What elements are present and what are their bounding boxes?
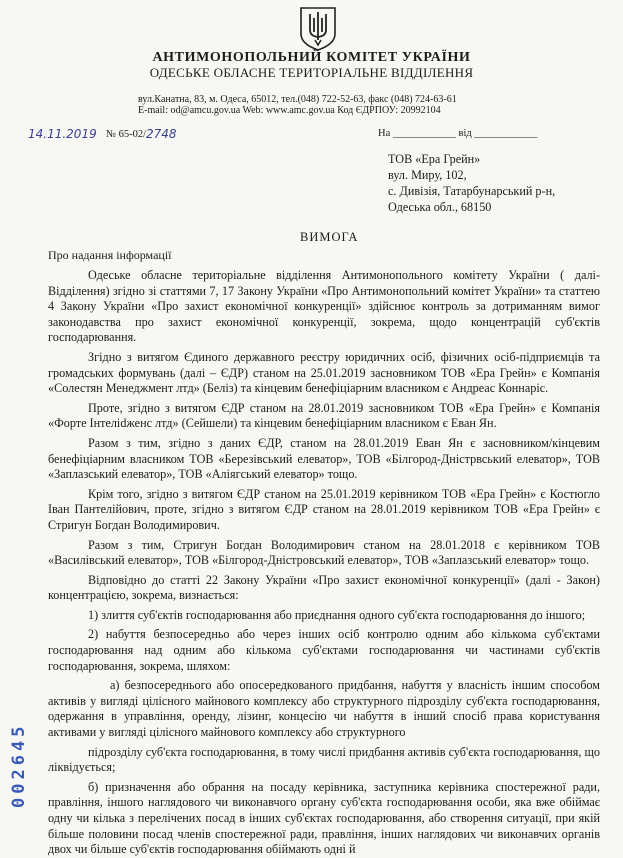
- paragraph: Відповідно до статті 22 Закону України «Про захист економічної конкуренції» (далі - Закон) концентрацією, зокрема, визнається:: [48, 572, 600, 603]
- paragraph: Одеське обласне територіальне відділення Антимонопольного комітету України ( далі- Відділення) згідно зі статтями 7, 17 Закону України «Про Антимонопольний комітет України» та статтею 4 Закону України «Про захист економічної конкуренції» здійснює контроль за дотриманням вимог законодавства про захист економічної конкуренції, зокрема, щодо концентрацій суб'єктів господарювання.: [48, 268, 600, 345]
- trident-icon: [298, 4, 338, 52]
- reference-number-prefix: № 65-02/: [106, 129, 147, 140]
- paragraph: Проте, згідно з витягом ЄДР станом на 28.01.2019 засновником ТОВ «Ера Грейн» є Компанія «Форте Інтеліdженс лтд» (Сейшели) та кінцевим бенефіціарним власником є Еван Ян.: [48, 400, 600, 431]
- paragraph: підрозділу суб'єкта господарювання, в тому числі придбання активів суб'єкта господарювання, що ліквідується;: [48, 744, 600, 775]
- paragraph: Разом з тим, згідно з даних ЄДР, станом на 28.01.2019 Еван Ян є засновником/кінцевим бенефіціарним власником ТОВ «Березівський елеватор», ТОВ «Білгород-Дністрвський елеватор», ТОВ «Заплазський елеватор», ТОВ «Аліягський елеватор» тощо.: [48, 435, 600, 482]
- branch-name: ОДЕСЬКЕ ОБЛАСНЕ ТЕРИТОРІАЛЬНЕ ВІДДІЛЕННЯ: [149, 65, 474, 80]
- handwritten-date: 14.11.2019: [28, 127, 97, 141]
- incoming-stamp: [2, 700, 32, 810]
- document-body: [48, 268, 600, 858]
- sub-list-item: б) призначення або обрання на посаду керівника, заступника керівника спостережної ради, правління, іншого наглядового чи виконавчого органу суб'єкта господарювання особи, яка вже обіймає одну чи кілька з перелічених посад в інших суб'єктах господарювання, або створення ситуації, при якій більше половини посад членів спостережної ради, правління, інших наглядових чи виконавчих органів двох чи більше суб'єктів господарювання обіймають одні й: [48, 779, 600, 857]
- paragraph: Крім того, згідно з витягом ЄДР станом на 25.01.2019 керівником ТОВ «Ера Грейн» є Костюгло Іван Пантелійович, проте, згідно з витягом ЄДР станом на 28.01.2019 керівником ТОВ «Ера Грейн» є Стригун Богдан Володимирович.: [48, 486, 600, 532]
- incoming-reference-field: На ____________ від ____________: [378, 128, 538, 139]
- list-item: 2) набуття безпосередньо або через інших осіб контролю одним або кількома суб'єктами господарювання над одним або кількома суб'єктами господарювання чи частинами суб'єктів господарювання, зокрема, шляхом:: [48, 627, 600, 673]
- recipient-name: ТОВ «Ера Грейн»: [388, 152, 481, 166]
- paragraph: Разом з тим, Стригун Богдан Володимирович станом на 28.01.2018 є керівником ТОВ «Василівський елеватор», ТОВ «Білгород-Дністровський елеватор», ТОВ «Заплазський елеватор» тощо.: [48, 537, 600, 568]
- recipient-street: вул. Миру, 102,: [388, 168, 467, 182]
- sub-list-item: а) безпосереднього або опосередкованого придбання, набуття у власність іншим способом активів у вигляді цілісного майнового комплексу або структурного підрозділу суб'єкта господарювання, одержання в управління, оренду, лізинг, концесію чи набуття в інший спосіб права користування активами у вигляді цілісного майнового комплексу або структурного: [48, 678, 600, 740]
- document-subject: Про надання інформації: [48, 248, 172, 262]
- recipient-village: с. Дивізія, Татарбунарський р-н,: [388, 184, 556, 198]
- paragraph: Згідно з витягом Єдиного державного реєстру юридичних осіб, фізичних осіб-підприємців та громадських формувань (далі – ЄДР) станом на 25.01.2019 засновником ТОВ «Ера Грейн» є Компанія «Солестян Менеджмент лтд» (Беліз) та кінцевим бенефіціарним власником є Андреас Коннаріс.: [48, 349, 600, 396]
- contacts-web: E-mail: od@amcu.gov.ua Web: www.amc.gov.ua Код ЄДРПОУ: 20992104: [138, 105, 441, 116]
- stamp-number: 002645: [9, 722, 29, 808]
- handwritten-number: 2748: [146, 127, 177, 141]
- contacts-address: вул.Канатна, 83, м. Одеса, 65012, тел.(048) 722-52-63, факс (048) 724-63-61: [138, 94, 457, 105]
- recipient-region: Одеська обл., 68150: [388, 200, 492, 214]
- list-item: 1) злиття суб'єктів господарювання або приєднання одного суб'єкта господарювання до іншого;: [88, 607, 586, 622]
- org-name: АНТИМОНОПОЛЬНИЙ КОМІТЕТ УКРАЇНИ: [152, 50, 471, 65]
- document-title: ВИМОГА: [300, 230, 359, 244]
